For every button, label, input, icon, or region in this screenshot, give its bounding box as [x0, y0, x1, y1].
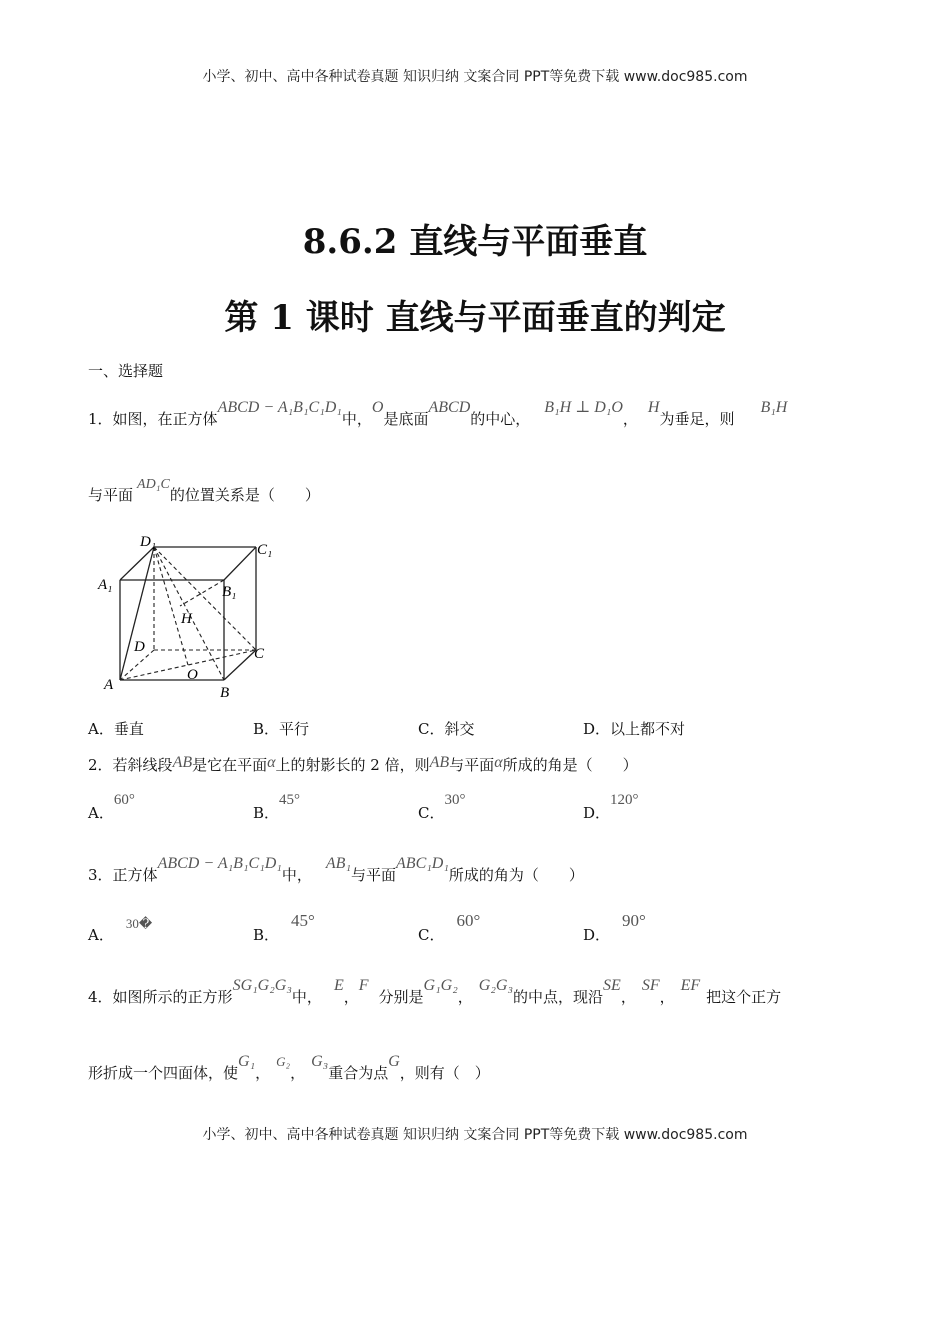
question-number: 4．: [88, 988, 113, 1006]
question-1-line-1: [88, 399, 788, 429]
q3-option-c: [418, 911, 481, 945]
question-2-line: [88, 754, 638, 775]
math-cube: ABCD − A₁B₁C₁D₁: [157, 855, 282, 872]
q1-text: 为垂足，则: [659, 410, 735, 428]
q4-text: ，则有（ ）: [399, 1064, 490, 1082]
q1-text: 与平面: [88, 486, 134, 504]
q1-option-b: B．平行: [253, 720, 310, 738]
math-h: H: [647, 399, 660, 416]
q4-text: ，: [343, 988, 359, 1006]
option-letter: B．: [253, 926, 280, 944]
math-cube: ABCD − A₁B₁C₁D₁: [217, 399, 342, 416]
math-f: F: [358, 977, 369, 994]
q4-text: 如图所示的正方形: [112, 988, 233, 1006]
question-number: 3．: [88, 866, 113, 884]
option-letter: B．: [253, 804, 280, 822]
q2-text: 是它在平面: [192, 756, 268, 774]
label-h: H: [181, 611, 192, 627]
q2-option-a: [88, 792, 135, 823]
q1-text: ，: [622, 410, 638, 428]
question-4-line-1: [88, 977, 782, 1007]
label-b1: B₁: [222, 584, 237, 600]
q3-text: 正方体: [112, 866, 158, 884]
q1-text: 是底面: [383, 410, 429, 428]
question-number: 2．: [88, 756, 113, 774]
q4-text: ，: [255, 1064, 271, 1082]
option-value: 30°: [444, 792, 466, 808]
q4-text: 形折成一个四面体，使: [88, 1064, 239, 1082]
math-ab: AB: [172, 754, 193, 771]
section-heading: 一、选择题: [88, 362, 164, 380]
question-1-line-2: [88, 477, 320, 505]
label-c: C: [254, 646, 265, 662]
option-letter: C．: [418, 804, 445, 822]
math-se: SE: [603, 977, 621, 994]
option-value: 90°: [622, 911, 646, 930]
math-sf: SF: [641, 977, 660, 994]
page-header: 小学、初中、高中各种试卷真题 知识归纳 文案合同 PPT等免费下载 www.doc985.com: [202, 69, 748, 85]
q1-text: 的位置关系是（ ）: [169, 486, 320, 504]
q2-option-b: [253, 792, 301, 823]
question-number: 1．: [88, 410, 113, 428]
option-letter: D．: [583, 926, 611, 944]
math-alpha: α: [267, 754, 276, 771]
q3-text: 与平面: [351, 866, 397, 884]
label-o: O: [187, 667, 198, 683]
label-d: D: [134, 639, 145, 655]
q3-text: 所成的角为（ ）: [448, 866, 584, 884]
q4-text: 把这个正方: [706, 988, 782, 1006]
math-ab1: AB₁: [325, 855, 351, 872]
q4-text: 中，: [291, 988, 322, 1006]
math-o: O: [371, 399, 384, 416]
label-a1: A₁: [98, 577, 113, 593]
math-abc1d1: ABC₁D₁: [396, 855, 449, 872]
option-value: 60°: [113, 792, 135, 808]
q2-text: 若斜线段: [112, 756, 173, 774]
q4-text: ，: [290, 1064, 306, 1082]
q1-option-d: D．以上都不对: [583, 720, 686, 738]
option-value: 30�: [125, 916, 153, 931]
cube-figure: [94, 532, 284, 702]
q1-text: 如图，在正方体: [112, 410, 218, 428]
math-g2g3: G₂G₃: [478, 977, 514, 994]
option-value: 45°: [291, 911, 315, 930]
question-4-line-2: [88, 1053, 490, 1083]
q1-option-c: C．斜交: [418, 720, 475, 738]
q4-text: 重合为点: [328, 1064, 389, 1082]
q2-text: 所成的角是（ ）: [502, 756, 638, 774]
math-g3: G₃: [311, 1053, 329, 1070]
math-g1: G₁: [238, 1053, 256, 1070]
label-c1: C₁: [257, 542, 273, 558]
q1-text: 的中心，: [470, 410, 531, 428]
math-perp: B₁H ⊥ D₁O: [544, 399, 623, 416]
math-abcd: ABCD: [428, 399, 471, 416]
label-b: B: [220, 685, 230, 701]
q4-text: 分别是: [378, 988, 424, 1006]
option-letter: D．: [583, 804, 611, 822]
option-letter: A．: [88, 804, 114, 822]
math-square: SG₁G₂G₃: [232, 977, 292, 994]
q1-text: 中，: [341, 410, 372, 428]
page-title: 8.6.2 直线与平面垂直: [302, 222, 648, 262]
math-g2: G₂: [276, 1054, 291, 1069]
option-value: 60°: [456, 911, 481, 930]
option-letter: A．: [88, 926, 114, 944]
option-value: 120°: [610, 792, 639, 808]
math-ef: EF: [680, 977, 701, 994]
q2-text: 上的射影长的 2 倍，则: [275, 756, 430, 774]
label-d1: D₁: [140, 534, 157, 550]
math-e: E: [333, 977, 344, 994]
question-3-line: [88, 855, 584, 885]
math-ab: AB: [429, 754, 450, 771]
math-b1h: B₁H: [760, 399, 788, 416]
label-a: A: [104, 677, 114, 693]
math-alpha: α: [494, 754, 503, 771]
q1-option-a: A．垂直: [88, 720, 144, 738]
q3-text: 中，: [281, 866, 312, 884]
option-letter: C．: [418, 926, 445, 944]
page-subtitle: 第 1 课时 直线与平面垂直的判定: [224, 298, 726, 338]
q2-text: 与平面: [449, 756, 495, 774]
q3-option-b: [253, 911, 315, 945]
q4-text: ，: [659, 988, 675, 1006]
q4-text: 的中点，现沿: [513, 988, 604, 1006]
page-footer: 小学、初中、高中各种试卷真题 知识归纳 文案合同 PPT等免费下载 www.doc985.com: [202, 1127, 748, 1143]
math-g: G: [388, 1053, 400, 1070]
math-ad1c: AD₁C: [137, 477, 170, 492]
math-g1g2: G₁G₂: [423, 977, 458, 994]
q3-option-d: [583, 911, 646, 945]
q4-text: ，: [620, 988, 636, 1006]
q3-option-a: [88, 916, 153, 945]
q4-text: ，: [457, 988, 473, 1006]
option-value: 45°: [279, 792, 301, 808]
q2-option-c: [418, 792, 466, 823]
q2-option-d: [583, 792, 639, 823]
